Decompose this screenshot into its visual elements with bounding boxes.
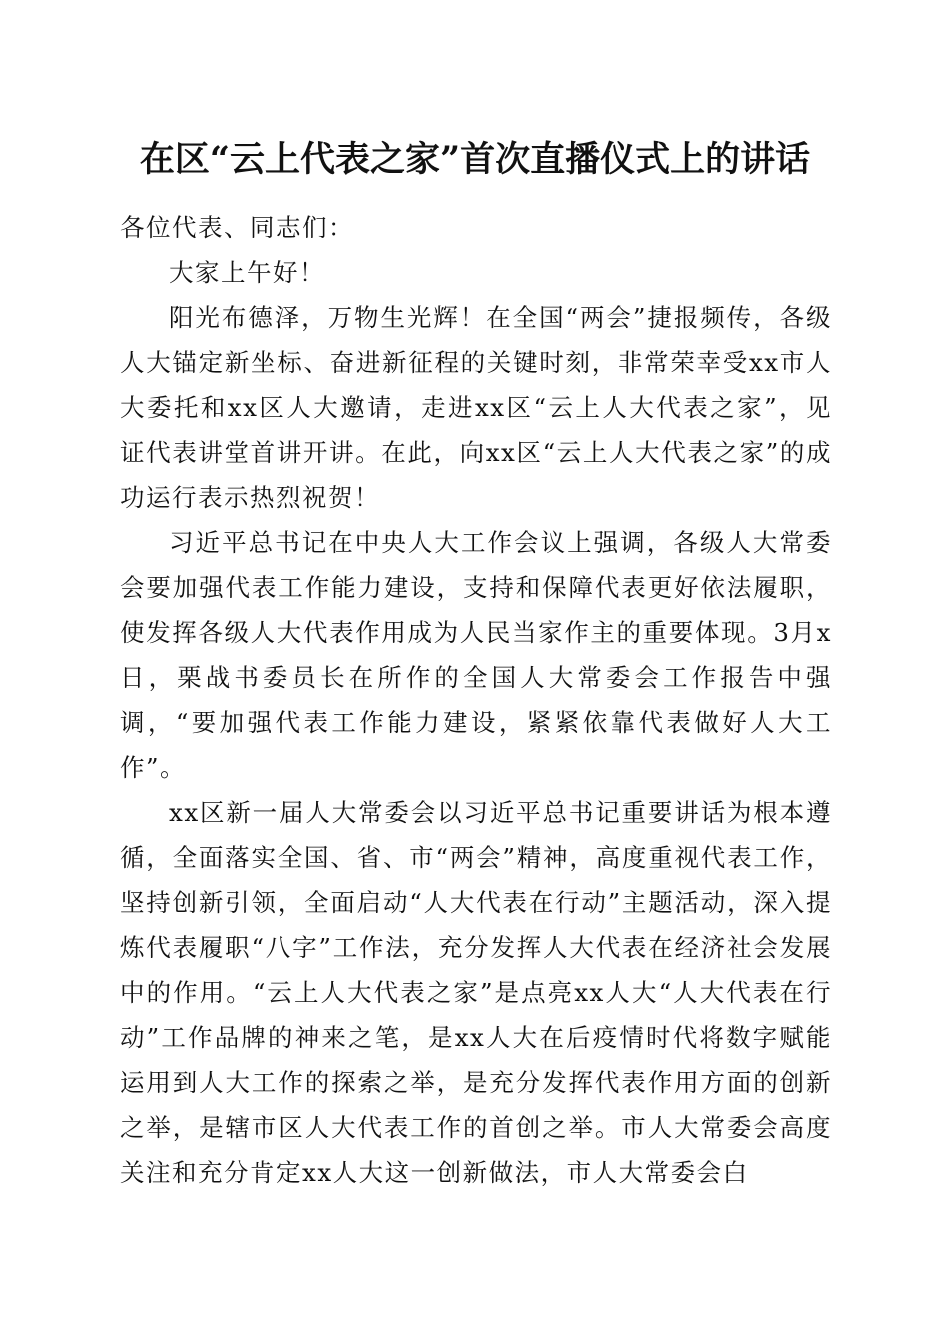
paragraph-opening: 阳光布德泽，万物生光辉！在全国“两会”捷报频传，各级人大锚定新坐标、奋进新征程的关键时刻，非常荣幸受xx市人大委托和xx区人大邀请，走进xx区“云上人大代表之家”，见证代表讲堂首讲开讲。在此，向xx区“云上人大代表之家”的成功运行表示热烈祝贺！ bbox=[120, 303, 832, 512]
paragraph-greeting: 大家上午好！ bbox=[169, 258, 325, 287]
paragraph-xi-remarks: 习近平总书记在中央人大工作会议上强调，各级人大常委会要加强代表工作能力建设，支持和保障代表更好依法履职，使发挥各级人大代表作用成为人民当家作主的重要体现。3月x日，栗战书委员长在所作的全国人大常委会工作报告中强调，“要加强代表工作能力建设，紧紧依靠代表做好人大工作”。 bbox=[120, 528, 832, 782]
document-title: 在区“云上代表之家”首次直播仪式上的讲话 bbox=[139, 139, 811, 180]
salutation: 各位代表、同志们： bbox=[120, 213, 354, 242]
document-body bbox=[120, 205, 832, 1195]
paragraph-district-work: xx区新一届人大常委会以习近平总书记重要讲话为根本遵循，全面落实全国、省、市“两会”精神，高度重视代表工作，坚持创新引领，全面启动“人大代表在行动”主题活动，深入提炼代表履职“八字”工作法，充分发挥人大代表在经济社会发展中的作用。“云上人大代表之家”是点亮xx人大“人大代表在行动”工作品牌的神来之笔，是xx人大在后疫情时代将数字赋能运用到人大工作的探索之举，是充分发挥代表作用方面的创新之举，是辖市区人大代表工作的首创之举。市人大常委会高度关注和充分肯定xx人大这一创新做法，市人大常委会白 bbox=[120, 798, 832, 1187]
